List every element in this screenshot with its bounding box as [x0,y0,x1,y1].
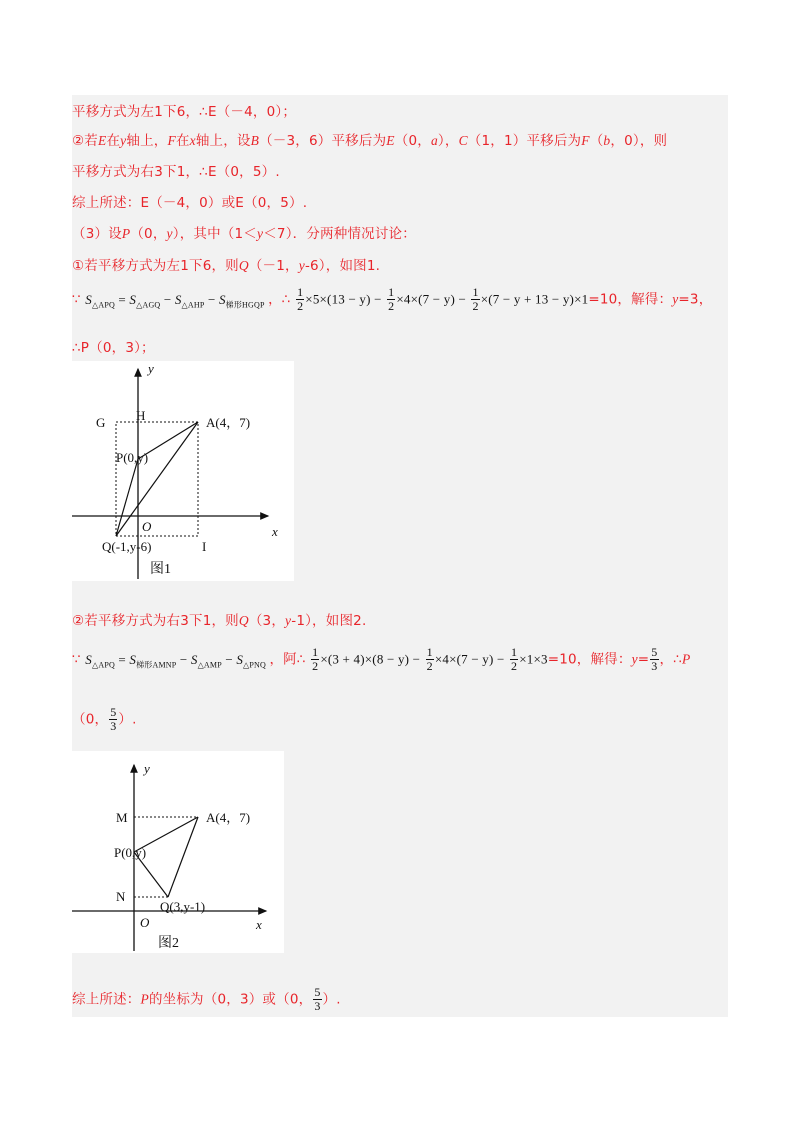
fraction-half: $\frac{1}{2}$ [312,645,319,673]
label-M: M [116,810,128,825]
label-P: P(0,y) [116,450,149,465]
figure-1 [72,361,294,581]
text-line-6: ①若平移方式为左1下6，则Q（－1，y-6），如图1. [72,258,381,274]
label-I: I [202,539,207,554]
label-A: A(4，7) [206,810,251,825]
area-equation-1: $S_{\triangle APQ} = S_{\triangle AGQ} - S_{\triangle AHP} - S_{梯形HGQP}$ [85,291,265,310]
text-line-1: 平移方式为左1下6，∴E（－4，0）； [72,104,297,120]
text-line-11: （0， $\frac{5}{3}$ ）. [72,705,137,733]
text-line-2: ②若E在y轴上，F在x轴上，设B（－3，6）平移后为E（0，a），C（1，1）平移后为F（b，0），则 [72,133,668,149]
text-line-12: 综上所述：P的坐标为（0，3）或（0， $\frac{5}{3}$ ）. [72,985,341,1013]
equation-line-1: ∵ $S_{\triangle APQ} = S_{\triangle AGQ} - S_{\triangle AHP} - S_{梯形HGQP}$ ，∴ $\frac{1}{2}$ ×5×(13 − y) − $\frac{1}{2}$ ×4×(7 − y) − $\frac{1}{2}$ ×(7 − y + 13 − y)×1=10，解得：y=3， [72,285,713,313]
fraction-half: $\frac{1}{2}$ [472,285,479,313]
segment-QP [116,459,138,536]
fraction-5-3: $\frac{5}{3}$ [314,985,321,1013]
figure-1-caption: 图1 [150,562,171,577]
figure-2 [72,751,284,953]
label-O: O [142,519,152,534]
figure-2-diagram [72,751,284,953]
label-O: O [140,915,150,930]
label-N: N [116,889,126,904]
label-x-axis: x [272,524,278,539]
fraction-half: $\frac{1}{2}$ [297,285,304,313]
label-y-axis: y [144,761,150,776]
label-H: H [136,408,146,423]
text-line-3: 平移方式为右3下1，∴E（0，5）. [72,164,280,180]
fraction-half: $\frac{1}{2}$ [511,645,518,673]
label-x-axis: x [256,917,262,932]
figure-2-caption: 图2 [158,936,179,951]
figure-1-diagram [72,361,294,581]
fraction-5-3: $\frac{5}{3}$ [110,705,117,733]
fraction-half: $\frac{1}{2}$ [388,285,395,313]
label-A: A(4，7) [206,415,251,430]
label-Q: Q(3,y-1) [160,899,206,914]
text-line-9: ②若平移方式为右3下1，则Q（3，y-1），如图2. [72,613,367,629]
equation-line-2: ∵ $S_{\triangle APQ} = S_{梯形AMNP} - S_{\triangle AMP} - S_{\triangle PNQ}$ ，阿∴ $\frac{1}{2}$ ×(3 + 4)×(8 − y) − $\frac{1}{2}$ ×4×(7 − y) − $\frac{1}{2}$ ×1×3=10，解得：y= $\frac{5}{3}$ ，∴P [72,645,691,673]
area-equation-2: $S_{\triangle APQ} = S_{梯形AMNP} - S_{\triangle AMP} - S_{\triangle PNQ}$ [85,651,266,670]
label-y-axis: y [148,361,154,376]
fraction-half: $\frac{1}{2}$ [426,645,433,673]
fraction-5-3: $\frac{5}{3}$ [651,645,658,673]
text-line-5: （3）设P（0，y），其中（1＜y＜7）．分两种情况讨论： [72,226,416,242]
segment-QA [116,422,198,536]
text-line-4: 综上所述：E（－4，0）或E（0，5）. [72,195,308,211]
label-P: P(0,y) [114,845,147,860]
label-Q: Q(-1,y-6) [102,539,152,554]
text-line-8: ∴P（0，3）； [72,340,155,356]
segment-QA [168,817,198,897]
label-G: G [96,415,106,430]
